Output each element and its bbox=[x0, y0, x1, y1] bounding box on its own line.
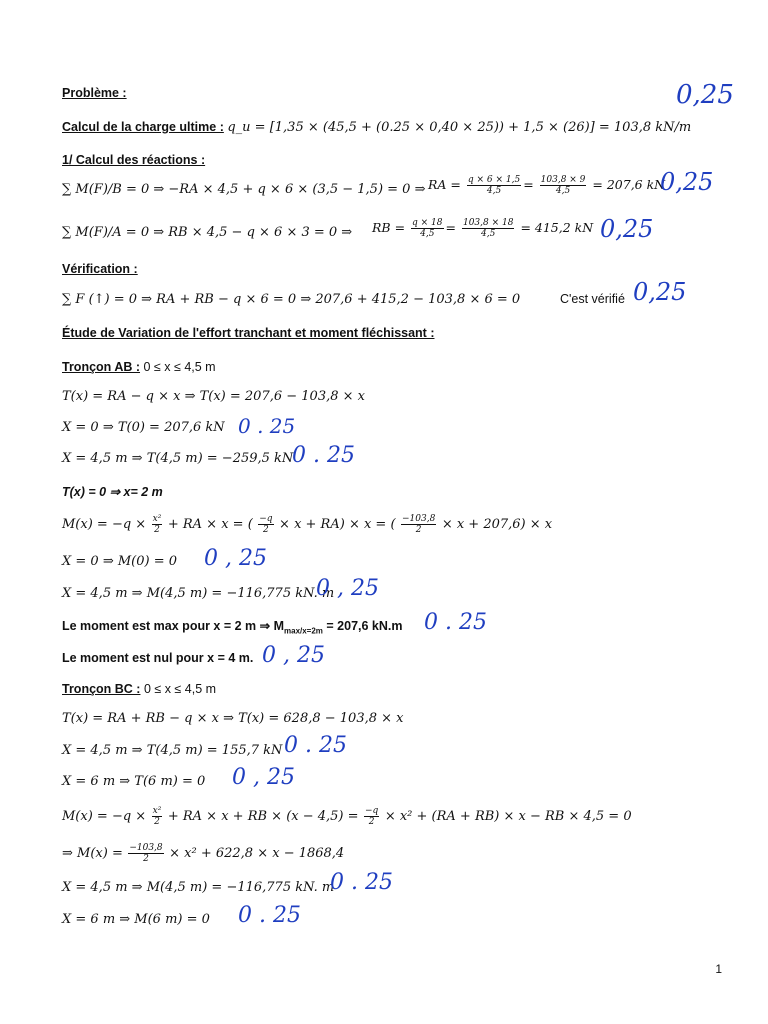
verification-eq: ∑ F (↑) = 0 ⇒ RA + RB − q × 6 = 0 ⇒ 207,6 + 415,2 − 103,8 × 6 = 0 bbox=[62, 292, 521, 307]
rb-symbol: RB = bbox=[372, 220, 406, 235]
ab-moment-x0: X = 0 ⇒ M(0) = 0 bbox=[62, 554, 177, 569]
rb-fraction-2: $\frac{103,8 \times 18}{4,5}$ bbox=[462, 218, 514, 239]
grade-note: 0 . 25 bbox=[238, 414, 296, 438]
page-number: 1 bbox=[715, 962, 722, 976]
bc-shear-equation: T(x) = RA + RB − q × x ⇒ T(x) = 628,8 − 103,8 × x bbox=[62, 711, 404, 726]
bc-shear-x45: X = 4,5 m ⇒ T(4,5 m) = 155,7 kN bbox=[62, 743, 283, 758]
grade-note: 0,25 bbox=[660, 168, 714, 196]
moment-b-left: ∑ M(F)/B = 0 ⇒ −RA × 4,5 + q × 6 × (3,5 − 1,5) = 0 ⇒ bbox=[62, 182, 426, 197]
grade-note: 0,25 bbox=[633, 278, 687, 306]
grade-note: 0 , 25 bbox=[316, 576, 379, 601]
ra-value: = 207,6 kN bbox=[592, 177, 666, 192]
study-heading: Étude de Variation de l'effort tranchant et moment fléchissant : bbox=[62, 326, 435, 340]
bc-moment-x6: X = 6 m ⇒ M(6 m) = 0 bbox=[62, 912, 210, 927]
grade-note: 0 , 25 bbox=[204, 546, 267, 571]
grade-note: 0 , 25 bbox=[232, 765, 295, 790]
bc-shear-x6: X = 6 m ⇒ T(6 m) = 0 bbox=[62, 774, 206, 789]
ab-moment-max: Le moment est max pour x = 2 m ⇒ $M_{max/x=2m} = 207,6$ kN.m bbox=[62, 619, 403, 636]
reactions-heading: 1/ Calcul des réactions : bbox=[62, 153, 206, 167]
grade-note: 0 . 25 bbox=[284, 733, 347, 758]
ab-shear-x0: X = 0 ⇒ T(0) = 207,6 kN bbox=[62, 420, 225, 435]
segment-ab-title: Tronçon AB : bbox=[62, 360, 141, 374]
charge-formula: q_u = [1,35 × (45,5 + (0.25 × 0,40 × 25)) + 1,5 × (26)] = 103,8 kN/m bbox=[227, 120, 692, 135]
bc-moment-developed: ⇒ M(x) = $\frac{-103,8}{2}$ × x² + 622,8 × x − 1868,4 bbox=[62, 843, 345, 864]
bc-moment-equation: M(x) = −q × $\frac{\text{x²}}{2}$ + RA × x + RB × (x − 4,5) = $\frac{-q}{2}$ × x² + (RA + RB) × x − RB × 4,5 = 0 bbox=[62, 806, 632, 827]
ab-moment-x45: X = 4,5 m ⇒ M(4,5 m) = −116,775 kN. m bbox=[62, 586, 335, 601]
moment-a-left: ∑ M(F)/A = 0 ⇒ RB × 4,5 − q × 6 × 3 = 0 ⇒ bbox=[62, 225, 353, 240]
charge-line bbox=[62, 118, 738, 137]
segment-ab-range: 0 ≤ x ≤ 4,5 m bbox=[143, 360, 216, 374]
ra-result: RA = $\frac{q \times 6 \times 1,5}{4,5}$ = $\frac{103,8 \times 9}{4,5}$ = 207,6 kN bbox=[428, 175, 666, 196]
grade-note: 0 . 25 bbox=[238, 903, 301, 928]
grade-note: 0 . 25 bbox=[424, 610, 487, 635]
ab-moment-zero: Le moment est nul pour x = 4 m. bbox=[62, 651, 254, 665]
ra-fraction-2: $\frac{103,8 \times 9}{4,5}$ bbox=[540, 175, 586, 196]
ab-shear-x45: X = 4,5 m ⇒ T(4,5 m) = −259,5 kN bbox=[62, 451, 294, 466]
ra-symbol: RA = bbox=[428, 177, 461, 192]
ab-moment-equation: M(x) = −q × $\frac{\text{x²}}{2}$ + RA × x = ( $\frac{-q}{2}$ × x + RA) × x = ( $\frac{-103,8}{2}$ × x + 207,6) × x bbox=[62, 514, 553, 535]
verification-heading: Vérification : bbox=[62, 262, 138, 276]
ab-shear-zero: T(x) = 0 ⇒ x= 2 m bbox=[62, 485, 163, 499]
verified-text: C'est vérifié bbox=[560, 292, 625, 306]
rb-fraction-1: $\frac{q \times 18}{4,5}$ bbox=[412, 218, 443, 239]
segment-bc-range: 0 ≤ x ≤ 4,5 m bbox=[143, 682, 217, 696]
grade-note: 0 . 25 bbox=[330, 870, 393, 895]
grade-note: 0,25 bbox=[600, 215, 654, 243]
segment-bc-heading bbox=[62, 680, 738, 698]
grade-note: 0 . 25 bbox=[292, 443, 355, 468]
segment-ab-heading bbox=[62, 358, 738, 376]
grade-note: 0,25 bbox=[676, 80, 734, 110]
ra-fraction-1: $\frac{q \times 6 \times 1,5}{4,5}$ bbox=[467, 175, 521, 196]
segment-bc-title: Tronçon BC : bbox=[62, 682, 141, 696]
rb-value: = 415,2 kN bbox=[520, 220, 594, 235]
grade-note: 0 , 25 bbox=[262, 643, 325, 668]
bc-moment-x45: X = 4,5 m ⇒ M(4,5 m) = −116,775 kN. m bbox=[62, 880, 335, 895]
problem-heading: Problème : bbox=[62, 86, 127, 100]
ab-shear-equation: T(x) = RA − q × x ⇒ T(x) = 207,6 − 103,8 × x bbox=[62, 389, 365, 404]
rb-result: RB = $\frac{q \times 18}{4,5}$ = $\frac{103,8 \times 18}{4,5}$ = 415,2 kN bbox=[372, 218, 594, 239]
charge-label: Calcul de la charge ultime : bbox=[62, 120, 224, 134]
